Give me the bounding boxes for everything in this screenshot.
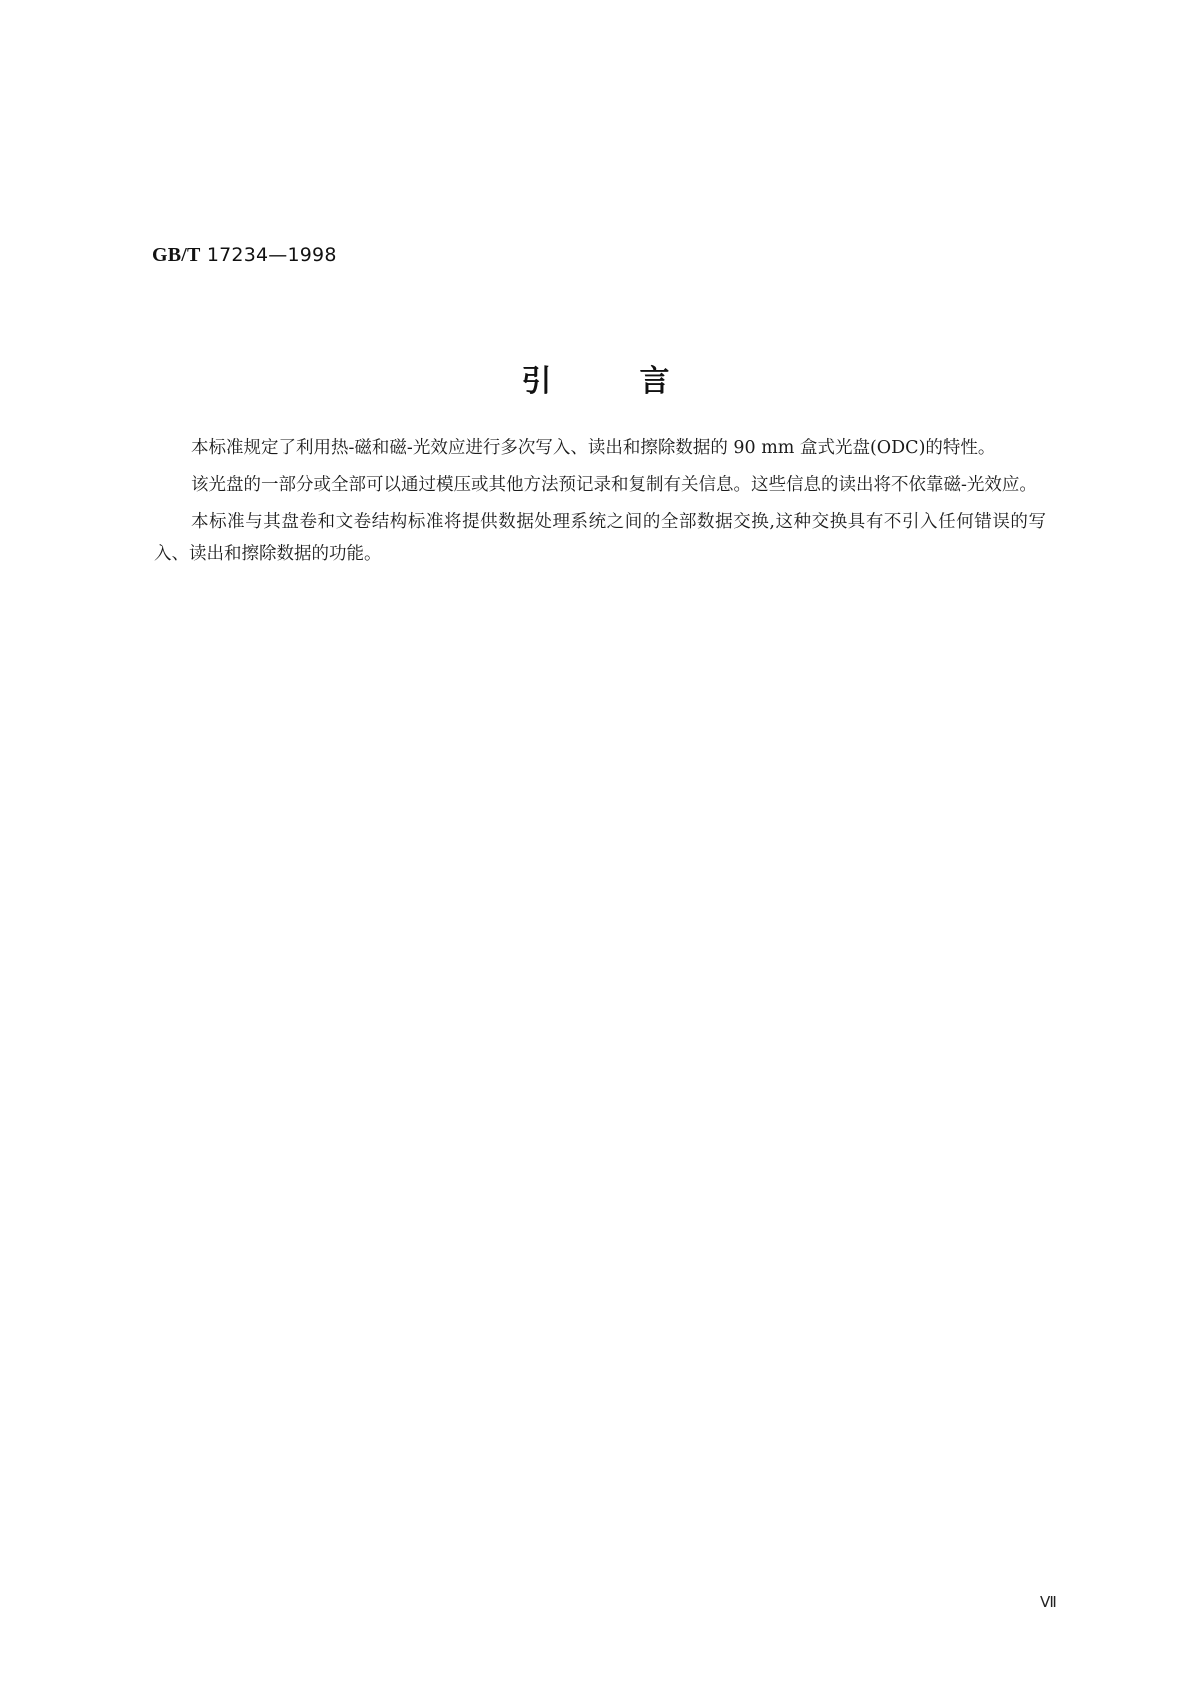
paragraph-scope: 本标准规定了利用热-磁和磁-光效应进行多次写入、读出和擦除数据的 90 mm 盒式光盘(ODC)的特性。: [191, 438, 996, 458]
section-title: 引言: [521, 364, 758, 399]
standard-prefix: GB/T: [152, 244, 201, 266]
paragraph-interchange: 本标准与其盘卷和文卷结构标准将提供数据处理系统之间的全部数据交换,这种交换具有不引入任何错误的写入、读出和擦除数据的功能。: [154, 512, 1046, 564]
standard-number: 17234—1998: [206, 244, 337, 266]
paragraph-prerecorded: 该光盘的一部分或全部可以通过模压或其他方法预记录和复制有关信息。这些信息的读出将不依靠磁-光效应。: [191, 475, 1037, 495]
standard-code: [152, 244, 337, 267]
body-text: [154, 432, 1046, 575]
page-number: Ⅶ: [1040, 1595, 1057, 1611]
